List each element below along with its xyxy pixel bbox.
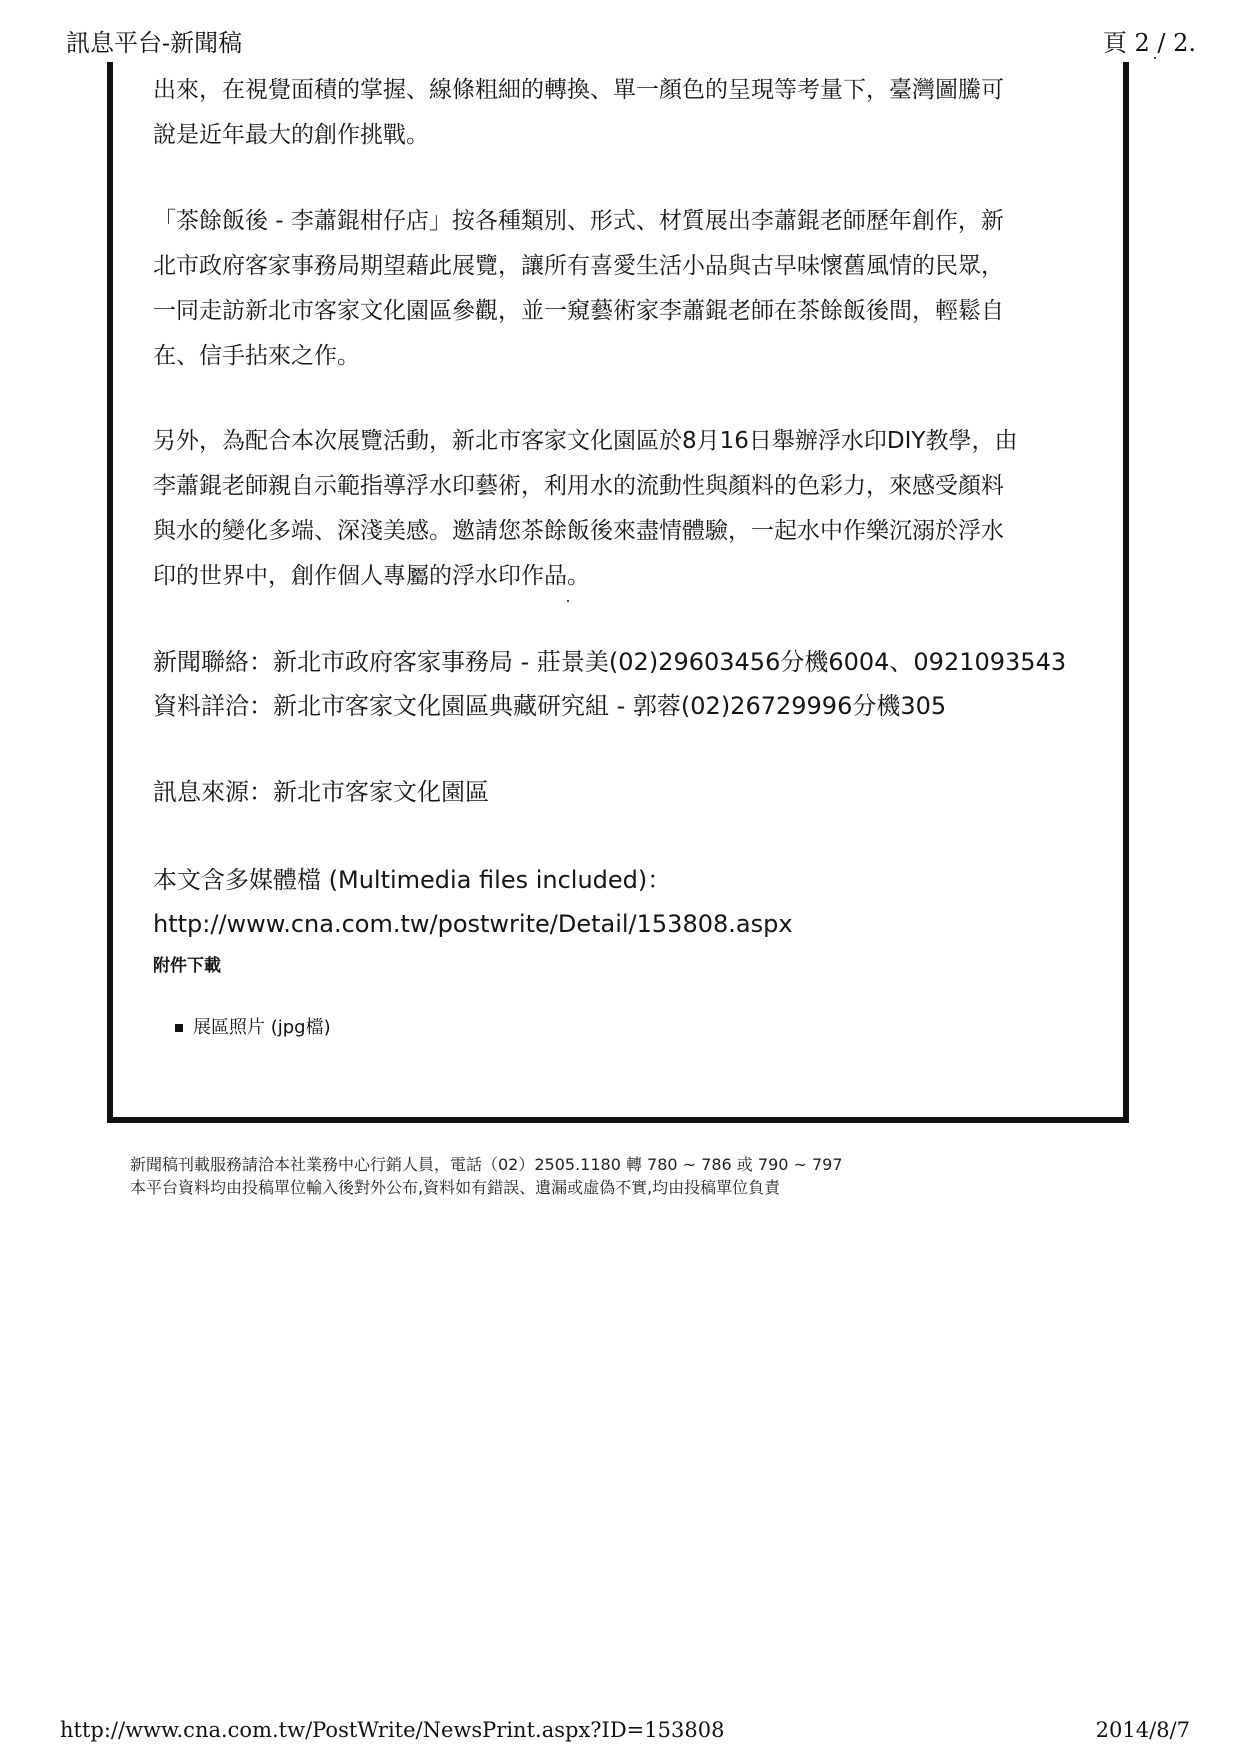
article-paragraph-2: [153, 199, 1088, 379]
attachment-item[interactable]: [193, 1016, 331, 1040]
scan-speck: [1154, 57, 1156, 59]
paragraph-line: 另外，為配合本次展覽活動，新北市客家文化園區於8月16日舉辦浮水印DIY教學，由: [153, 428, 1018, 454]
attachments-title: 附件下載: [153, 956, 221, 976]
disclaimer-footnote: 本平台資料均由投稿單位輸入後對外公布,資料如有錯誤、遺漏或虛偽不實,均由投稿單位負責: [130, 1178, 781, 1197]
paragraph-line: 李蕭錕老師親自示範指導浮水印藝術，利用水的流動性與顏料的色彩力，來感受顏料: [153, 473, 1004, 499]
article-paragraph-3: [153, 419, 1088, 599]
paragraph-line: 說是近年最大的創作挑戰。: [153, 122, 429, 148]
paragraph-line: 與水的變化多端、深淺美感。邀請您茶餘飯後來盡情體驗，一起水中作樂沉溺於浮水: [153, 518, 1004, 544]
paragraph-line: 北市政府客家事務局期望藉此展覽，讓所有喜愛生活小品與古早味懷舊風情的民眾，: [153, 253, 1004, 279]
paragraph-line: 在、信手拈來之作。: [153, 343, 360, 369]
service-footnote: 新聞稿刊載服務請洽本社業務中心行銷人員，電話（02）2505.1180 轉 780 ~ 786 或 790 ~ 797: [130, 1155, 843, 1174]
print-header-page-number: 頁 2 / 2.: [1102, 29, 1196, 57]
paragraph-line: 印的世界中，創作個人專屬的浮水印作品。: [153, 563, 590, 589]
multimedia-label: 本文含多媒體檔 (Multimedia files included)：: [153, 866, 672, 894]
attachment-link[interactable]: 展區照片 (jpg檔): [193, 1017, 331, 1038]
info-contact: 資料詳洽：新北市客家文化園區典藏研究組 - 郭蓉(02)26729996分機305: [153, 692, 947, 720]
paragraph-line: 一同走訪新北市客家文化園區參觀，並一窺藝術家李蕭錕老師在茶餘飯後間，輕鬆自: [153, 298, 1004, 324]
news-contact: 新聞聯絡：新北市政府客家事務局 - 莊景美(02)29603456分機6004、0921093543: [153, 648, 1067, 676]
print-header-title: 訊息平台-新聞稿: [66, 29, 243, 57]
article-paragraph-1: [153, 68, 1088, 158]
paragraph-line: 出來，在視覺面積的掌握、線條粗細的轉換、單一顏色的呈現等考量下，臺灣圖騰可: [153, 77, 1004, 103]
print-footer-date: 2014/8/7: [1095, 1718, 1190, 1742]
square-bullet-icon: [175, 1024, 183, 1032]
scan-speck: [567, 600, 569, 602]
paragraph-line: 「茶餘飯後 - 李蕭錕柑仔店」按各種類別、形式、材質展出李蕭錕老師歷年創作，新: [153, 208, 1004, 234]
multimedia-link[interactable]: http://www.cna.com.tw/postwrite/Detail/153808.aspx: [153, 910, 793, 938]
info-source: 訊息來源：新北市客家文化園區: [153, 778, 489, 806]
print-footer-url: http://www.cna.com.tw/PostWrite/NewsPrint.aspx?ID=153808: [60, 1718, 725, 1742]
